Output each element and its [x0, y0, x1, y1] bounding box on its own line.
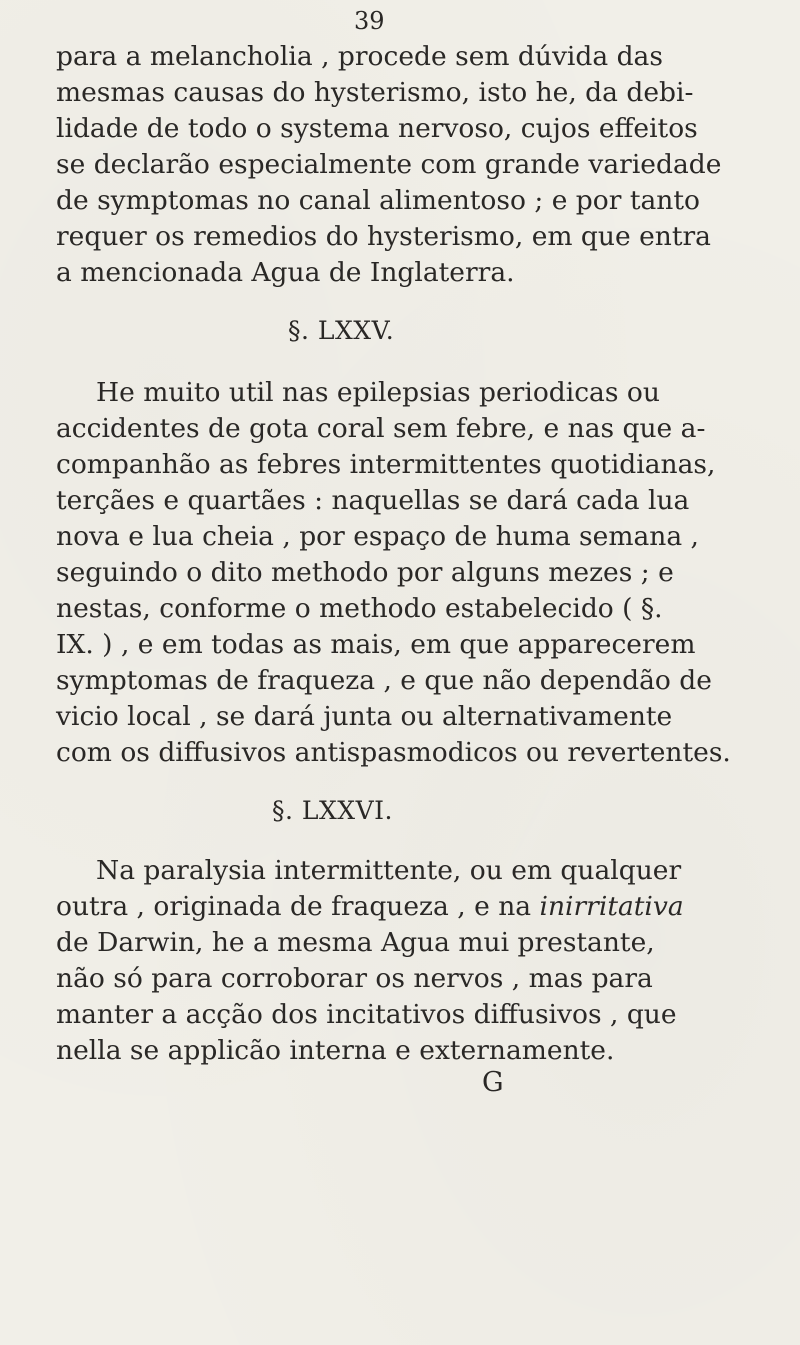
text-line: He muito util nas epilepsias periodicas ou — [96, 377, 660, 408]
text-line: companhão as febres intermittentes quotidianas, — [56, 449, 716, 480]
text-line: para a melancholia , procede sem dúvida das — [56, 41, 663, 72]
text-line: com os diffusivos antispasmodicos ou revertentes. — [56, 737, 731, 768]
text-span: outra , originada de fraqueza , e na — [56, 891, 540, 922]
page-number: 39 — [354, 7, 385, 35]
text-line: de symptomas no canal alimentoso ; e por tanto — [56, 185, 700, 216]
text-line: lidade de todo o systema nervoso, cujos effeitos — [56, 113, 698, 144]
section-heading: §. LXXV. — [288, 316, 395, 345]
text-line: accidentes de gota coral sem febre, e nas que a- — [56, 413, 706, 444]
text-line: vicio local , se dará junta ou alternativamente — [56, 701, 673, 732]
text-line: terçães e quartães : naquellas se dará cada lua — [56, 485, 690, 516]
text-line: Na paralysia intermittente, ou em qualquer — [96, 855, 682, 886]
text-line: de Darwin, he a mesma Agua mui prestante, — [56, 927, 655, 958]
text-line: manter a acção dos incitativos diffusivos , que — [56, 999, 677, 1030]
text-line: mesmas causas do hysterismo, isto he, da debi- — [56, 77, 694, 108]
signature-mark: G — [482, 1067, 504, 1098]
section-heading: §. LXXVI. — [272, 796, 393, 825]
text-line: IX. ) , e em todas as mais, em que apparecerem — [56, 629, 696, 660]
text-line: nestas, conforme o methodo estabelecido ( §. — [56, 593, 663, 624]
text-line: se declarão especialmente com grande variedade — [56, 149, 722, 180]
text-line: nella se applicão interna e externamente. — [56, 1035, 615, 1066]
text-line: a mencionada Agua de Inglaterra. — [56, 257, 515, 288]
text-line: symptomas de fraqueza , e que não dependão de — [56, 665, 712, 696]
text-line — [56, 892, 684, 922]
italic-word: inirritativa — [539, 891, 684, 922]
text-line: requer os remedios do hysterismo, em que entra — [56, 221, 711, 252]
text-line: não só para corroborar os nervos , mas para — [56, 963, 653, 994]
text-line: nova e lua cheia , por espaço de huma semana , — [56, 521, 699, 552]
text-line: seguindo o dito methodo por alguns mezes ; e — [56, 557, 674, 588]
